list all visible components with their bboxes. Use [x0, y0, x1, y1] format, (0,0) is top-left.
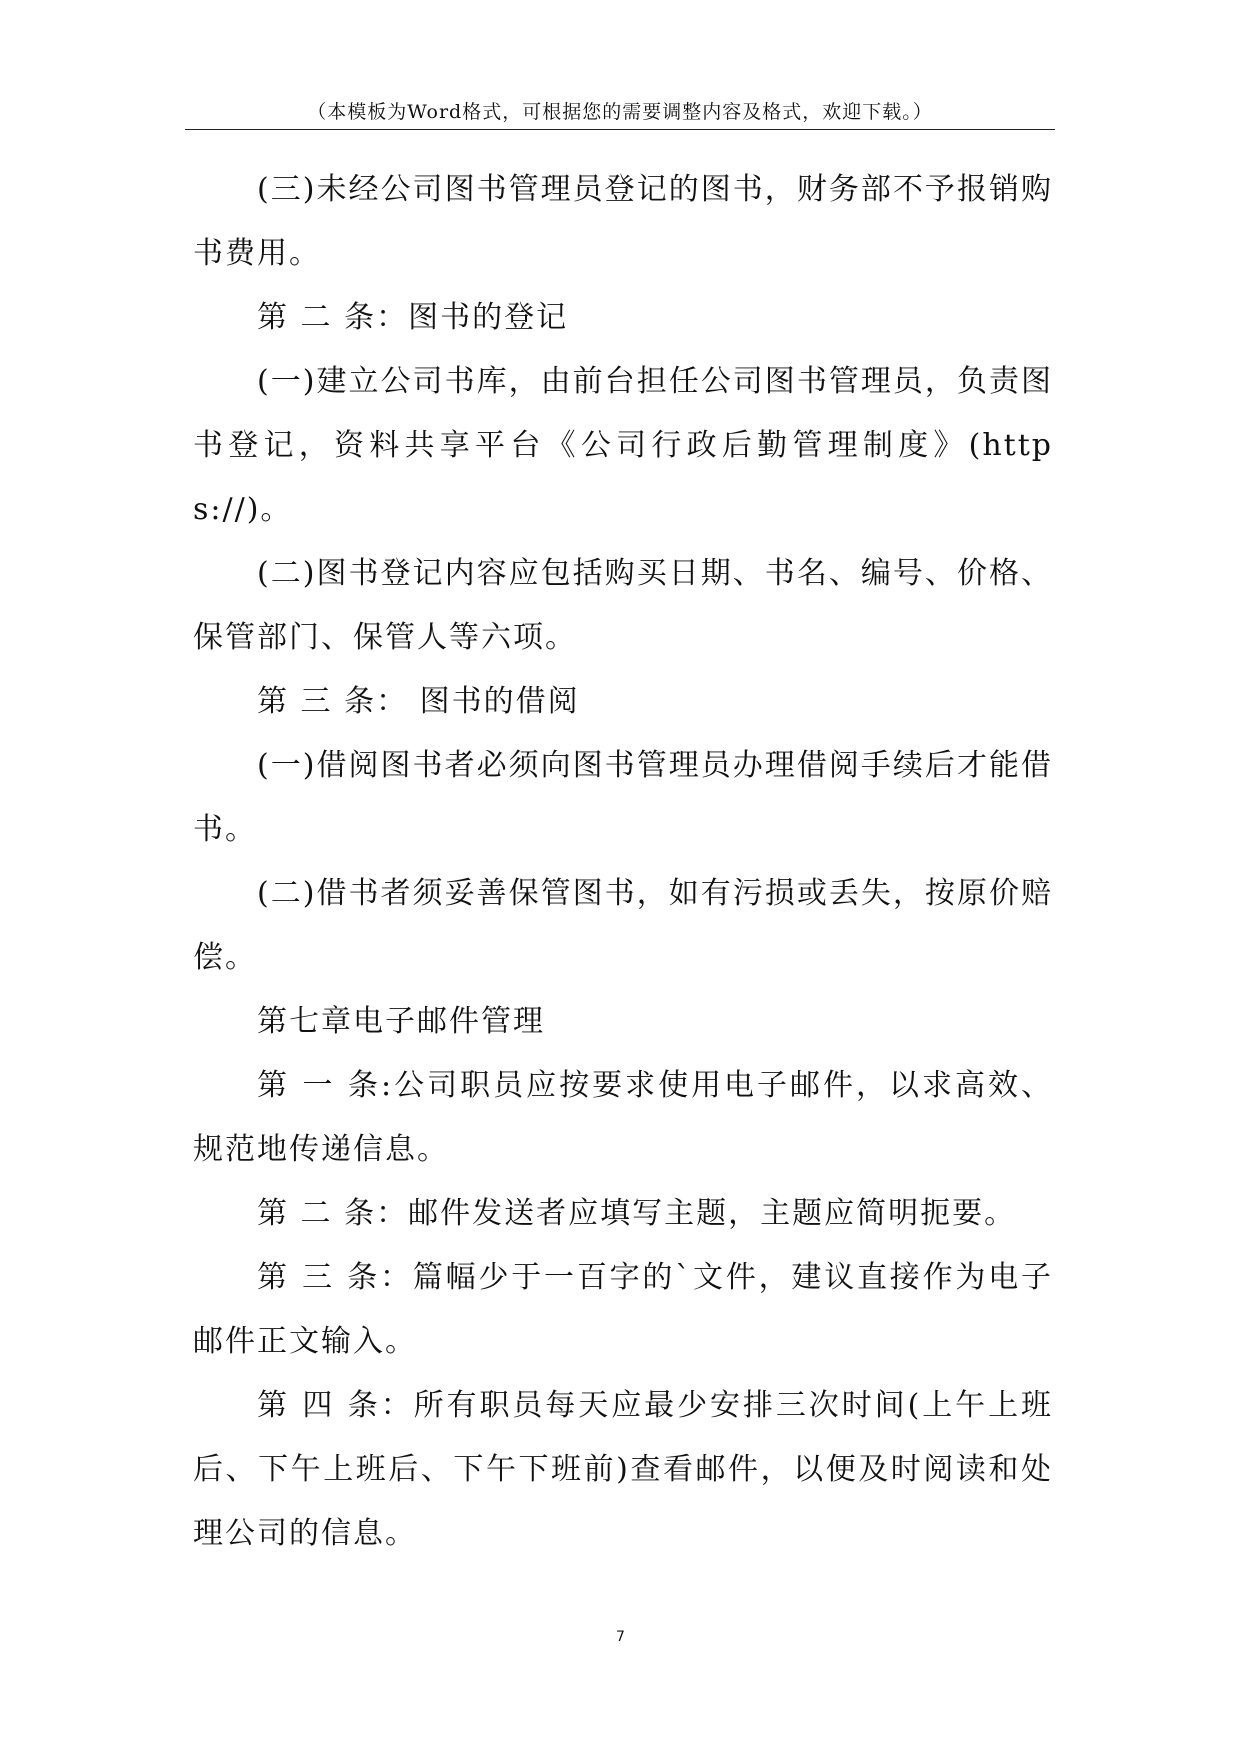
paragraph-email-article-1: 第 一 条:公司职员应按要求使用电子邮件，以求高效、规范地传递信息。 [193, 1068, 1053, 1167]
paragraph-book-compensation: (二)借书者须妥善保管图书，如有污损或丢失，按原价赔偿。 [193, 876, 1053, 975]
header-divider [185, 129, 1055, 130]
article-2-book-registration-heading: 第 二 条：图书的登记 [257, 300, 569, 335]
paragraph-email-article-2: 第 二 条：邮件发送者应填写主题，主题应简明扼要。 [257, 1196, 1017, 1231]
paragraph-establish-library: (一)建立公司书库，由前台担任公司图书管理员，负责图书登记，资料共享平台《公司行政后勤管理制度》(https://)。 [193, 364, 1053, 527]
article-3-book-borrowing-heading: 第 三 条： 图书的借阅 [257, 684, 580, 719]
paragraph-registration-content: (二)图书登记内容应包括购买日期、书名、编号、价格、保管部门、保管人等六项。 [193, 556, 1053, 655]
paragraph-email-article-4: 第 四 条：所有职员每天应最少安排三次时间(上午上班后、下午上班后、下午下班前)查看邮件，以便及时阅读和处理公司的信息。 [193, 1388, 1053, 1551]
page-number: 7 [616, 1629, 625, 1645]
paragraph-borrowing-procedure: (一)借阅图书者必须向图书管理员办理借阅手续后才能借书。 [193, 748, 1053, 847]
document-body [193, 158, 1053, 1566]
template-header-note: （本模板为Word格式，可根据您的需要调整内容及格式，欢迎下载。） [307, 101, 933, 123]
paragraph-book-reimbursement: (三)未经公司图书管理员登记的图书，财务部不予报销购书费用。 [193, 172, 1053, 271]
paragraph-email-article-3: 第 三 条：篇幅少于一百字的`文件，建议直接作为电子邮件正文输入。 [193, 1260, 1053, 1359]
chapter-7-email-heading: 第七章电子邮件管理 [257, 1004, 545, 1039]
